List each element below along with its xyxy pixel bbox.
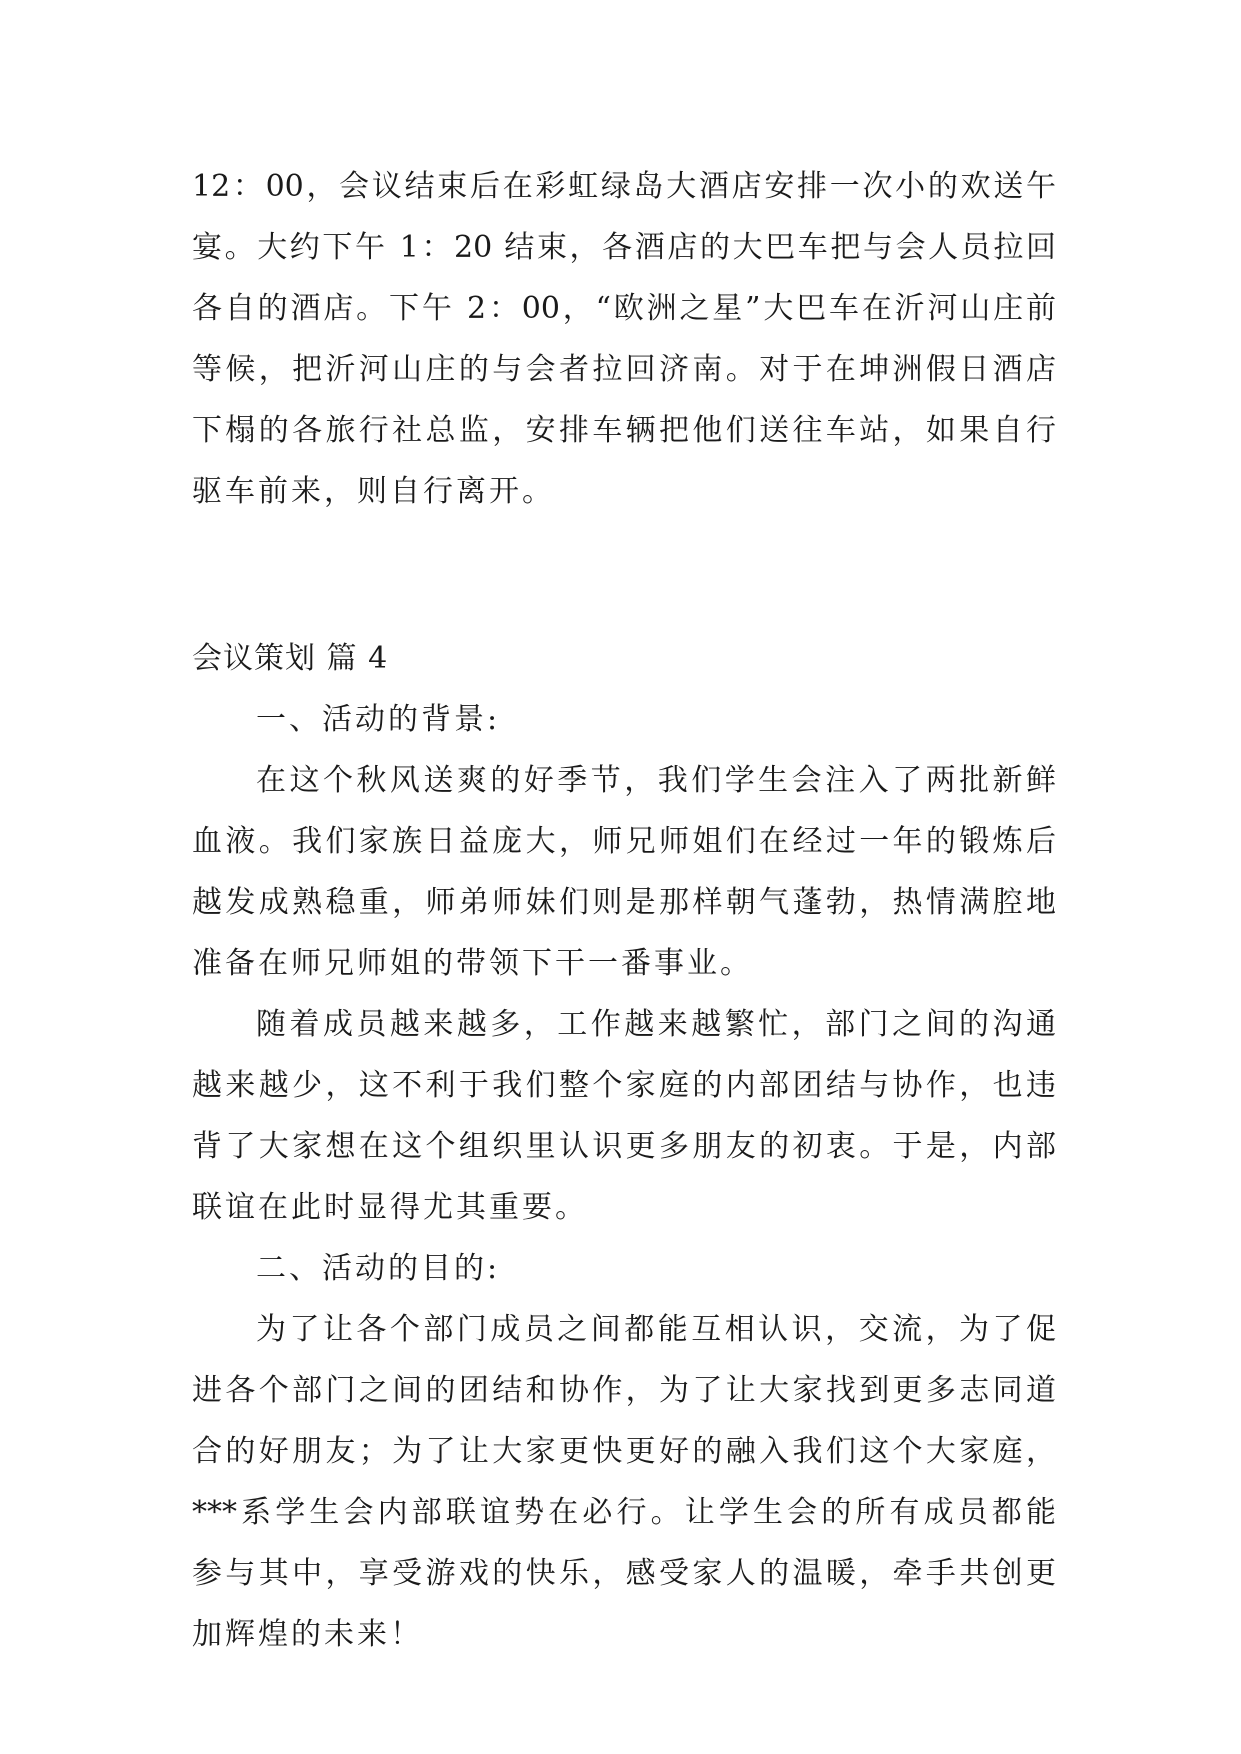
paragraph-line: 准备在师兄师姐的带领下干一番事业。 [192, 946, 753, 981]
paragraph-line: 为了让各个部门成员之间都能互相认识，交流，为了促 [256, 1312, 1056, 1347]
purpose-heading: 二、活动的目的: [256, 1251, 501, 1286]
paragraph-line: 等候，把沂河山庄的与会者拉回济南。对于在坤洲假日酒店 [192, 352, 1056, 387]
background-heading: 一、活动的背景: [256, 702, 501, 737]
paragraph-line: 背了大家想在这个组织里认识更多朋友的初衷。于是，内部 [192, 1129, 1056, 1164]
section-title: 会议策划 篇 4 [192, 641, 389, 676]
paragraph-line: 越来越少，这不利于我们整个家庭的内部团结与协作，也违 [192, 1068, 1056, 1103]
purpose-paragraph [192, 1299, 1056, 1665]
background-paragraph-2 [192, 994, 1056, 1238]
paragraph-line: 宴。大约下午 1：20 结束，各酒店的大巴车把与会人员拉回 [192, 230, 1056, 265]
paragraph-line: 合的好朋友；为了让大家更快更好的融入我们这个大家庭， [192, 1434, 1056, 1469]
paragraph-line: 进各个部门之间的团结和协作，为了让大家找到更多志同道 [192, 1373, 1056, 1408]
paragraph-line: 下榻的各旅行社总监，安排车辆把他们送往车站，如果自行 [192, 413, 1056, 448]
paragraph-line: 12：00，会议结束后在彩虹绿岛大酒店安排一次小的欢送午 [192, 169, 1056, 204]
paragraph-line: ***系学生会内部联谊势在必行。让学生会的所有成员都能 [192, 1495, 1056, 1530]
paragraph-line: 血液。我们家族日益庞大，师兄师姐们在经过一年的锻炼后 [192, 824, 1056, 859]
paragraph-line: 驱车前来，则自行离开。 [192, 474, 555, 509]
section-spacer [192, 522, 1056, 628]
previous-section-tail [192, 156, 1056, 522]
paragraph-line: 加辉煌的未来！ [192, 1617, 423, 1652]
paragraph-line: 联谊在此时显得尤其重要。 [192, 1190, 588, 1225]
paragraph-line: 参与其中，享受游戏的快乐，感受家人的温暖，牵手共创更 [192, 1556, 1056, 1591]
paragraph-line: 在这个秋风送爽的好季节，我们学生会注入了两批新鲜 [256, 763, 1056, 798]
paragraph-line: 随着成员越来越多，工作越来越繁忙，部门之间的沟通 [256, 1007, 1056, 1042]
background-paragraph-1 [192, 750, 1056, 994]
paragraph-line: 各自的酒店。下午 2：00，“欧洲之星”大巴车在沂河山庄前 [192, 291, 1056, 326]
document-body [192, 156, 1056, 1665]
paragraph-line: 越发成熟稳重，师弟师妹们则是那样朝气蓬勃，热情满腔地 [192, 885, 1056, 920]
